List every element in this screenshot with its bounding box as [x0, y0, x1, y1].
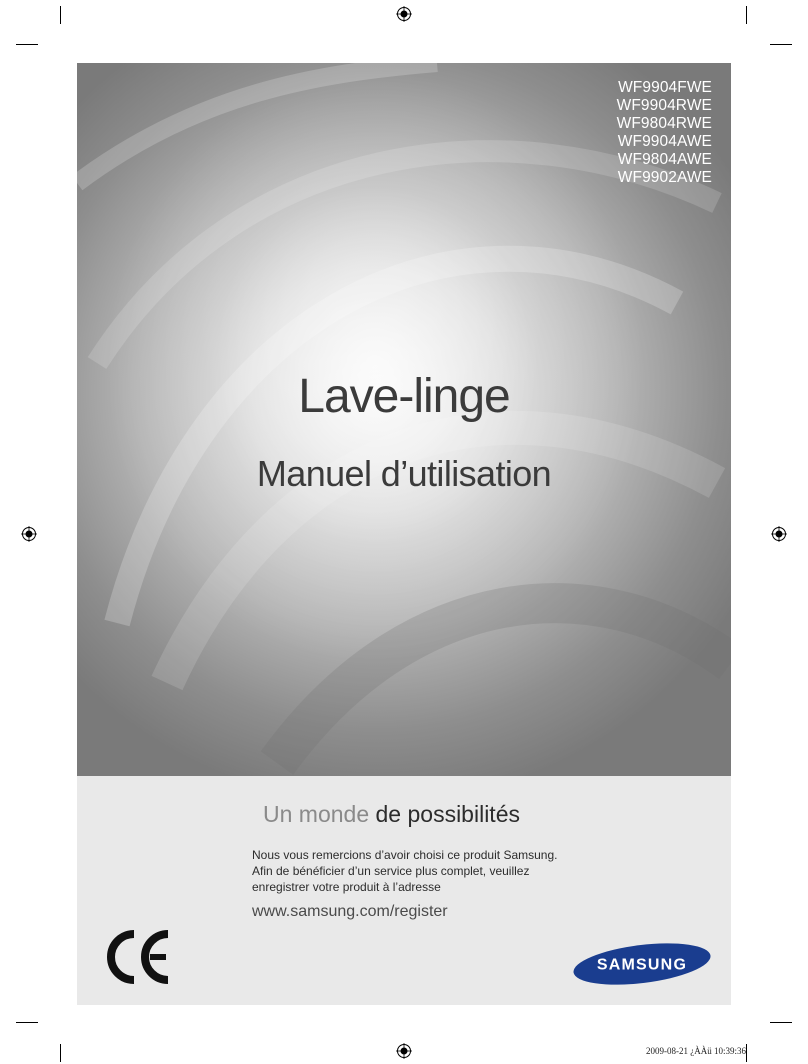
ce-mark-icon — [104, 928, 174, 986]
model-list — [617, 79, 712, 187]
registration-mark-icon — [396, 6, 412, 22]
crop-mark — [60, 1044, 61, 1062]
brand-name: SAMSUNG — [596, 956, 688, 974]
register-link[interactable]: www.samsung.com/register — [252, 903, 448, 920]
tagline-light: Un monde — [263, 801, 370, 827]
registration-mark-icon — [396, 1043, 412, 1059]
model-number: WF9904FWE — [618, 79, 712, 96]
registration-mark-icon — [771, 526, 787, 542]
crop-mark — [746, 6, 747, 24]
registration-mark-icon — [21, 526, 37, 542]
crop-mark — [770, 44, 792, 45]
crop-mark — [16, 1022, 38, 1023]
crop-mark — [60, 6, 61, 24]
model-number: WF9904RWE — [616, 97, 712, 114]
model-number: WF9804RWE — [616, 115, 712, 132]
intro-line: Afin de bénéficier d’un service plus complet, veuillez — [252, 864, 530, 878]
crop-mark — [16, 44, 38, 45]
samsung-logo — [571, 942, 713, 986]
tagline-dark: de possibilités — [375, 801, 520, 827]
tagline — [263, 801, 520, 828]
crop-mark — [746, 1044, 747, 1062]
crop-mark — [770, 1022, 792, 1023]
document-subtitle: Manuel d’utilisation — [256, 453, 552, 494]
info-panel — [77, 776, 731, 1005]
intro-text — [252, 847, 557, 895]
model-number: WF9804AWE — [617, 151, 712, 168]
print-imprint: 2009-08-21 ¿ÀÀü 10:39:36 — [646, 1046, 746, 1056]
model-number: WF9904AWE — [617, 133, 712, 150]
cover-image — [77, 63, 731, 776]
model-number: WF9902AWE — [617, 169, 712, 186]
intro-line: Nous vous remercions d’avoir choisi ce produit Samsung. — [252, 848, 558, 862]
document-title: Lave-linge — [298, 370, 510, 423]
intro-line: enregistrer votre produit à l’adresse — [252, 880, 441, 894]
